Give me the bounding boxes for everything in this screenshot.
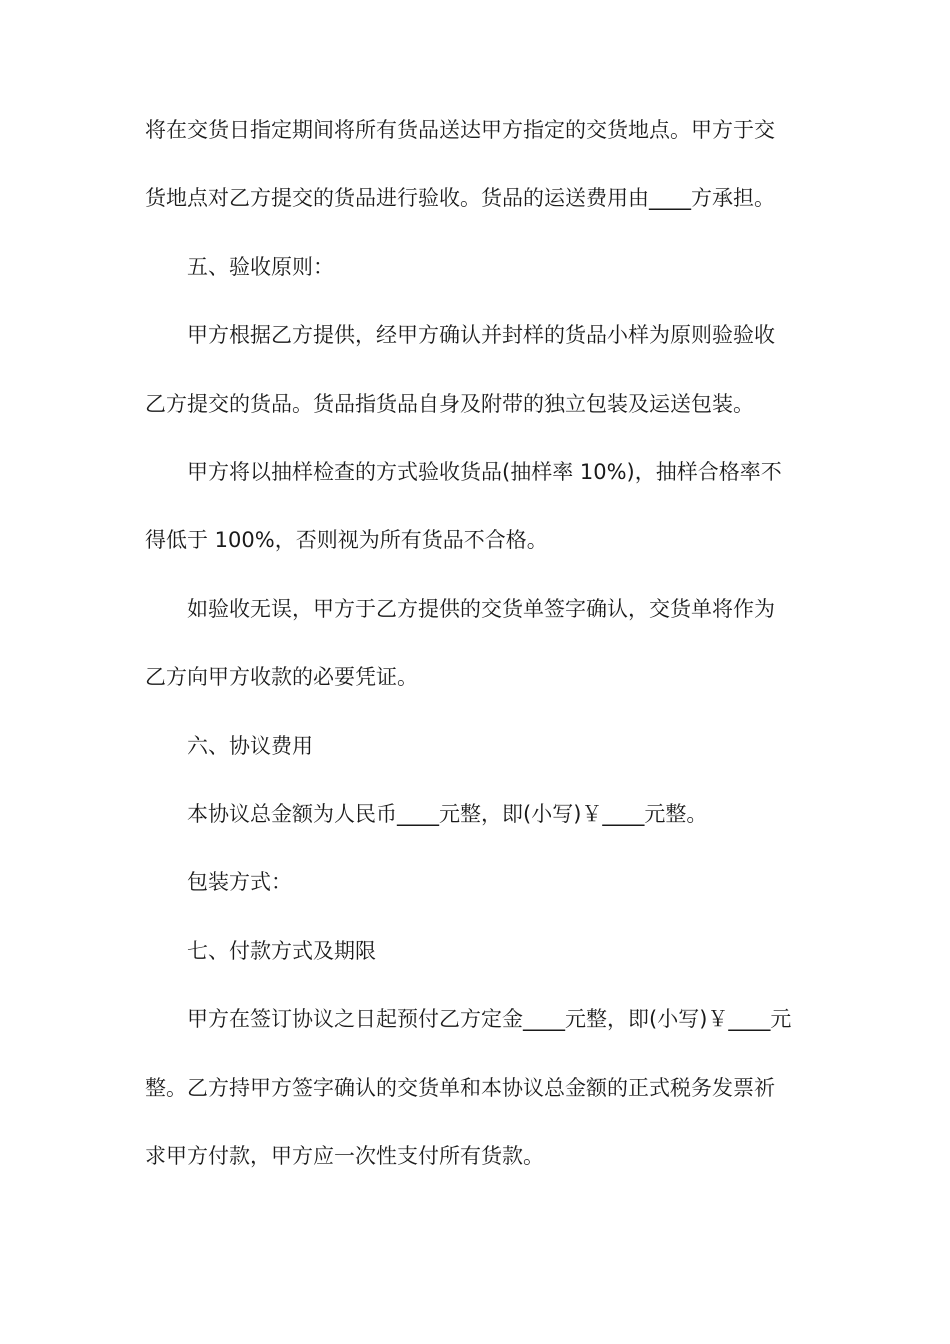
paragraph-line: 将在交货日指定期间将所有货品送达甲方指定的交货地点。甲方于交	[145, 118, 775, 142]
paragraph-line: 整。乙方持甲方签字确认的交货单和本协议总金额的正式税务发票祈	[145, 1076, 775, 1100]
paragraph-line: 包装方式：	[187, 870, 292, 894]
paragraph-line: 甲方将以抽样检查的方式验收货品(抽样率 10%)，抽样合格率不	[187, 460, 782, 484]
paragraph-line: 货地点对乙方提交的货品进行验收。货品的运送费用由____方承担。	[145, 186, 775, 210]
section-heading: 六、协议费用	[187, 734, 313, 758]
paragraph-line: 甲方在签订协议之日起预付乙方定金____元整，即(小写)￥____元	[187, 1007, 792, 1031]
paragraph-line: 得低于 100%，否则视为所有货品不合格。	[145, 528, 548, 552]
paragraph-line: 乙方提交的货品。货品指货品自身及附带的独立包装及运送包装。	[145, 392, 754, 416]
section-heading: 七、付款方式及期限	[187, 939, 376, 963]
paragraph-line: 乙方向甲方收款的必要凭证。	[145, 665, 418, 689]
paragraph-line: 本协议总金额为人民币____元整，即(小写)￥____元整。	[187, 802, 708, 826]
paragraph-line: 求甲方付款，甲方应一次性支付所有货款。	[145, 1144, 544, 1168]
paragraph-line: 甲方根据乙方提供，经甲方确认并封样的货品小样为原则验验收	[187, 323, 775, 347]
paragraph-line: 如验收无误，甲方于乙方提供的交货单签字确认，交货单将作为	[187, 597, 775, 621]
section-heading: 五、验收原则：	[187, 255, 334, 279]
